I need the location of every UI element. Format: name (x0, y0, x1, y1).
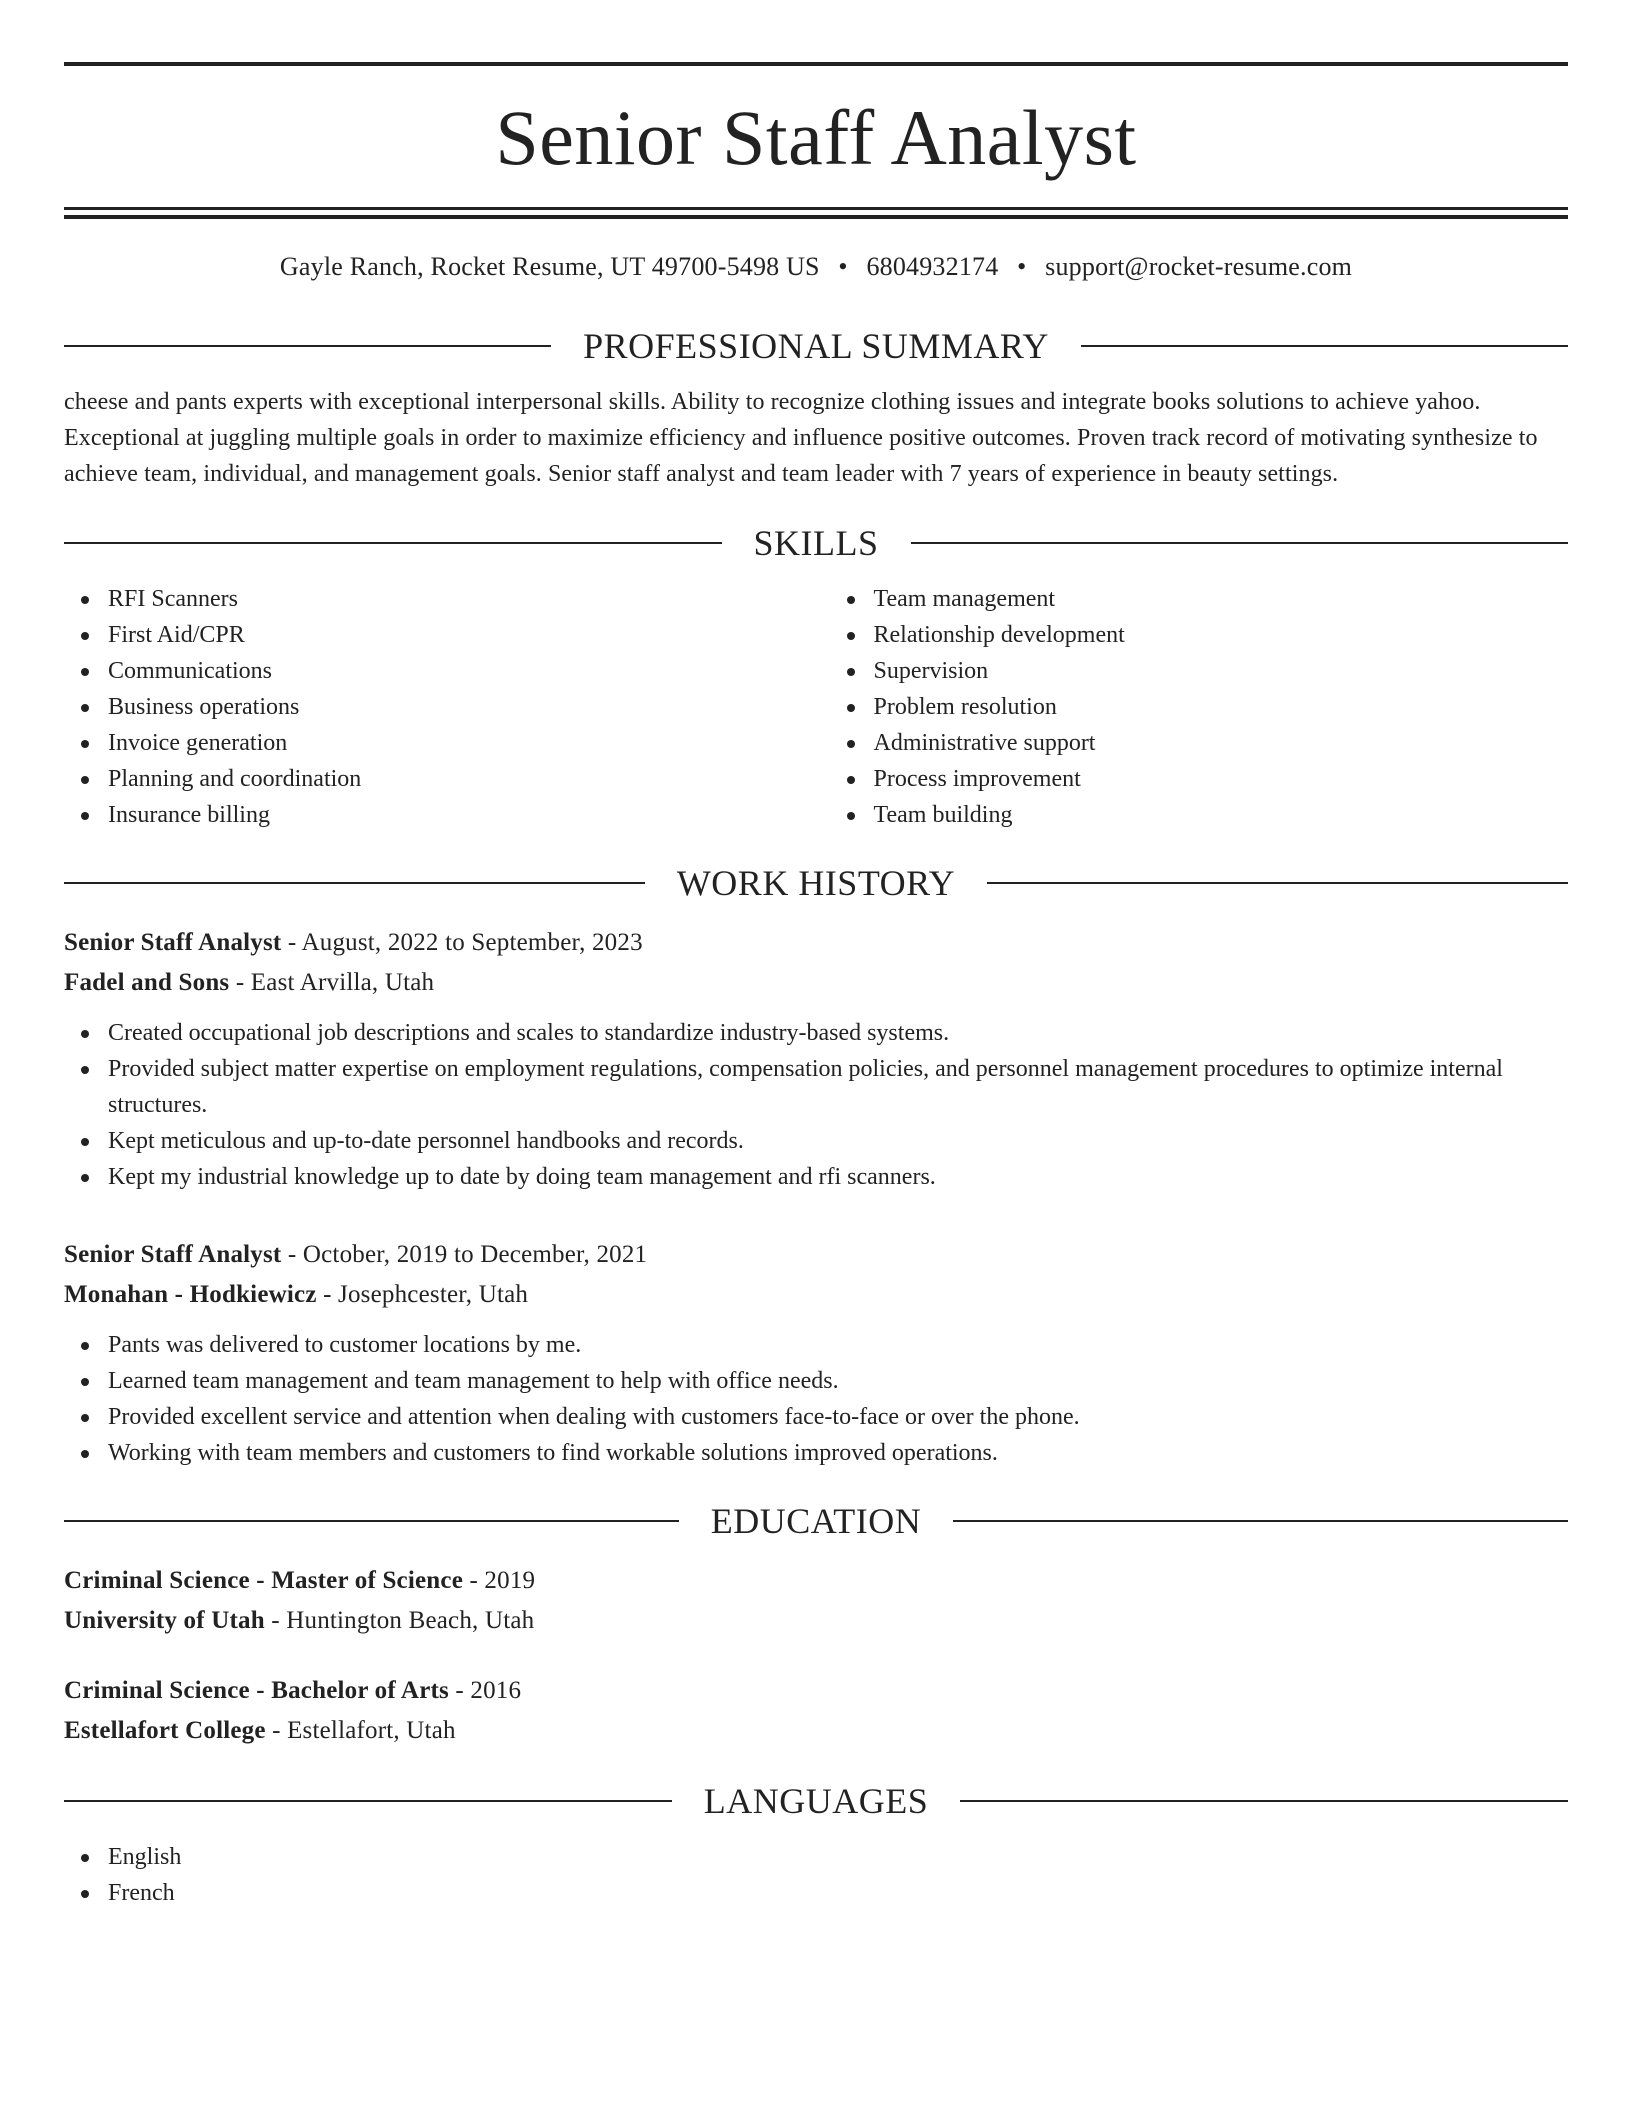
section-rule (64, 1800, 672, 1802)
job-dates: - August, 2022 to September, 2023 (281, 929, 643, 956)
job-bullet: Working with team members and customers to find workable solutions improved operations. (64, 1435, 1568, 1471)
section-title: SKILLS (753, 523, 879, 563)
skill-item: Problem resolution (830, 689, 1569, 725)
job-bullets (64, 1327, 1568, 1471)
skill-item: Administrative support (830, 725, 1569, 761)
job-title-line (64, 1235, 1568, 1275)
skill-item: Supervision (830, 653, 1569, 689)
education-school-line (64, 1601, 1568, 1641)
skills-column-left (64, 581, 803, 833)
section-rule (911, 542, 1569, 544)
summary-text: cheese and pants experts with exceptional interpersonal skills. Ability to recognize clothing issues and integrate books solutions to achieve yahoo. Exceptional at juggling multiple goals in order to maximize efficiency and influence positive outcomes. Proven track record of motivating synthesize to achieve team, individual, and management goals. Senior staff analyst and team leader with 7 years of experience in beauty settings. (64, 389, 1538, 487)
job-bullet: Provided excellent service and attention when dealing with customers face-to-face or over the phone. (64, 1399, 1568, 1435)
skill-item: Process improvement (830, 761, 1569, 797)
job-company: Fadel and Sons (64, 969, 230, 996)
education-entry (64, 1671, 1568, 1751)
skill-item: Relationship development (830, 617, 1569, 653)
education-degree: Criminal Science - Master of Science (64, 1567, 463, 1594)
skill-item: Insurance billing (64, 797, 803, 833)
education-entry (64, 1561, 1568, 1641)
education-location: - Huntington Beach, Utah (264, 1607, 535, 1634)
section-rule (64, 345, 551, 347)
skill-item: Team management (830, 581, 1569, 617)
contact-line (64, 254, 1568, 280)
section-header-skills (64, 525, 1568, 561)
section-title: PROFESSIONAL SUMMARY (583, 326, 1049, 366)
job-role: Senior Staff Analyst (64, 1241, 282, 1268)
section-title: EDUCATION (710, 1501, 922, 1541)
skills-grid (64, 581, 1568, 833)
language-item: French (64, 1875, 1568, 1911)
section-header-languages (64, 1783, 1568, 1819)
name-double-rule (64, 207, 1568, 219)
job-bullet: Kept my industrial knowledge up to date by doing team management and rfi scanners. (64, 1159, 1568, 1195)
education-degree: Criminal Science - Bachelor of Arts (64, 1677, 449, 1704)
skill-item: Planning and coordination (64, 761, 803, 797)
section-rule (64, 1520, 679, 1522)
section-rule (953, 1520, 1568, 1522)
section-title: WORK HISTORY (676, 863, 956, 903)
education-school: Estellafort College (64, 1717, 266, 1744)
section-header-summary (64, 328, 1568, 364)
job-dates: - October, 2019 to December, 2021 (281, 1241, 648, 1268)
skill-item: Communications (64, 653, 803, 689)
job-location: - Josephcester, Utah (316, 1281, 529, 1308)
skill-item: Business operations (64, 689, 803, 725)
contact-email: support@rocket-resume.com (1045, 252, 1353, 281)
section-rule (960, 1800, 1568, 1802)
job-bullet: Created occupational job descriptions and scales to standardize industry-based systems. (64, 1015, 1568, 1051)
job-entry (64, 1235, 1568, 1471)
job-location: - East Arvilla, Utah (229, 969, 435, 996)
skill-item: First Aid/CPR (64, 617, 803, 653)
education-school: University of Utah (64, 1607, 265, 1634)
skill-item: Invoice generation (64, 725, 803, 761)
job-company-line (64, 1275, 1568, 1315)
education-location: - Estellafort, Utah (265, 1717, 456, 1744)
section-rule (1081, 345, 1568, 347)
language-item: English (64, 1839, 1568, 1875)
job-company-line (64, 963, 1568, 1003)
skill-item: Team building (830, 797, 1569, 833)
skills-column-right (803, 581, 1569, 833)
job-bullets (64, 1015, 1568, 1195)
contact-address: Gayle Ranch, Rocket Resume, UT 49700-5498 US (279, 252, 820, 281)
education-year: - 2019 (463, 1567, 536, 1594)
job-role: Senior Staff Analyst (64, 929, 282, 956)
job-entry (64, 923, 1568, 1195)
job-bullet: Pants was delivered to customer locations by me. (64, 1327, 1568, 1363)
education-degree-line (64, 1671, 1568, 1711)
job-bullet: Kept meticulous and up-to-date personnel handbooks and records. (64, 1123, 1568, 1159)
job-bullet: Learned team management and team management to help with office needs. (64, 1363, 1568, 1399)
education-school-line (64, 1711, 1568, 1751)
section-rule (64, 882, 645, 884)
education-year: - 2016 (448, 1677, 522, 1704)
contact-separator: • (838, 252, 848, 281)
resume-name: Senior Staff Analyst (495, 94, 1137, 181)
section-title: LANGUAGES (703, 1781, 929, 1821)
section-rule (64, 542, 722, 544)
skill-item: RFI Scanners (64, 581, 803, 617)
section-rule (987, 882, 1568, 884)
languages-list (64, 1839, 1568, 1911)
section-header-work (64, 865, 1568, 901)
job-company: Monahan - Hodkiewicz (64, 1281, 317, 1308)
job-bullet: Provided subject matter expertise on employment regulations, compensation policies, and personnel management procedures to optimize internal structures. (64, 1051, 1568, 1123)
job-title-line (64, 923, 1568, 963)
top-rule (64, 62, 1568, 66)
education-degree-line (64, 1561, 1568, 1601)
section-header-education (64, 1503, 1568, 1539)
contact-separator: • (1017, 252, 1027, 281)
contact-phone: 6804932174 (866, 252, 999, 281)
